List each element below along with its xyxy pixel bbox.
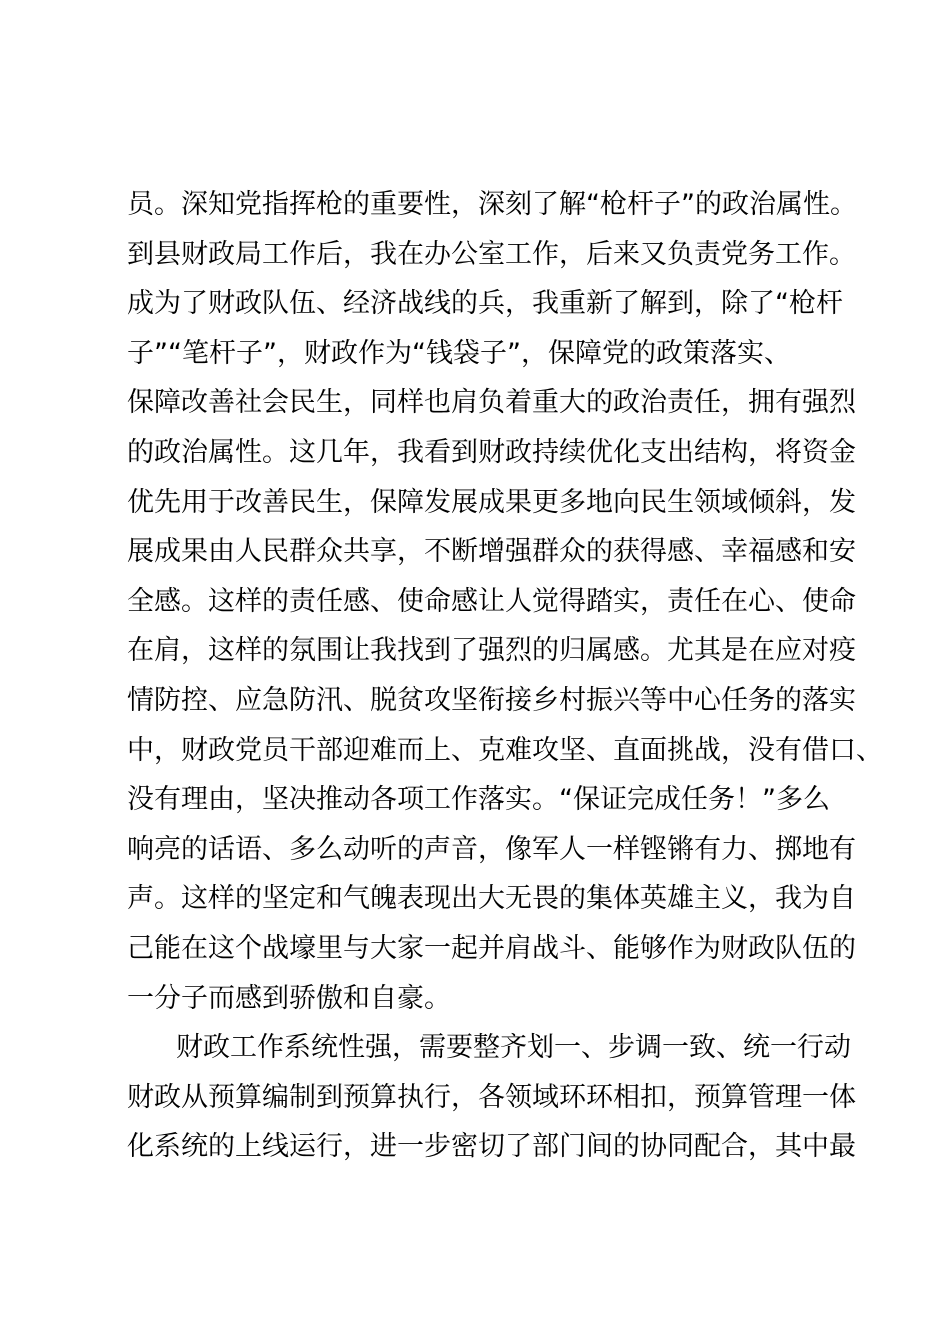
text-line: 在肩，这样的氛围让我找到了强烈的归属感。尤其是在应对疫 [127, 635, 856, 667]
text-line: 己能在这个战壕里与大家一起并肩战斗、能够作为财政队伍的 [127, 932, 856, 964]
text-line: 没有理由，坚决推动各项工作落实。“保证完成任务！”多么 [127, 784, 830, 816]
text-line: 保障改善社会民生，同样也肩负着重大的政治责任，拥有强烈 [127, 387, 856, 419]
text-line: 响亮的话语、多么动听的声音，像军人一样铿锵有力、掷地有 [127, 833, 856, 865]
text-line: 声。这样的坚定和气魄表现出大无畏的集体英雄主义，我为自 [127, 883, 856, 915]
paragraph-first-line: 财政工作系统性强，需要整齐划一、步调一致、统一行动 [176, 1032, 851, 1064]
text-line: 中，财政党员干部迎难而上、克难攻坚、直面挑战，没有借口、 [127, 734, 883, 766]
text-line: 到县财政局工作后，我在办公室工作，后来又负责党务工作。 [127, 238, 856, 270]
text-line: 优先用于改善民生，保障发展成果更多地向民生领域倾斜，发 [127, 486, 856, 518]
text-line: 一分子而感到骄傲和自豪。 [127, 982, 451, 1014]
text-line: 财政从预算编制到预算执行，各领域环环相扣，预算管理一体 [127, 1081, 856, 1113]
text-line: 的政治属性。这几年，我看到财政持续优化支出结构，将资金 [127, 436, 856, 468]
text-line: 展成果由人民群众共享，不断增强群众的获得感、幸福感和安 [127, 536, 856, 568]
text-line: 成为了财政队伍、经济战线的兵，我重新了解到，除了“枪杆 [127, 288, 843, 320]
text-line: 员。深知党指挥枪的重要性，深刻了解“枪杆子”的政治属性。 [127, 189, 857, 220]
body-text [127, 180, 883, 1172]
text-line: 化系统的上线运行，进一步密切了部门间的协同配合，其中最 [127, 1131, 856, 1163]
text-line: 全感。这样的责任感、使命感让人觉得踏实，责任在心、使命 [127, 585, 856, 617]
text-line: 情防控、应急防汛、脱贫攻坚衔接乡村振兴等中心任务的落实 [127, 684, 856, 716]
text-line: 子”“笔杆子”，财政作为“钱袋子”，保障党的政策落实、 [127, 337, 791, 369]
